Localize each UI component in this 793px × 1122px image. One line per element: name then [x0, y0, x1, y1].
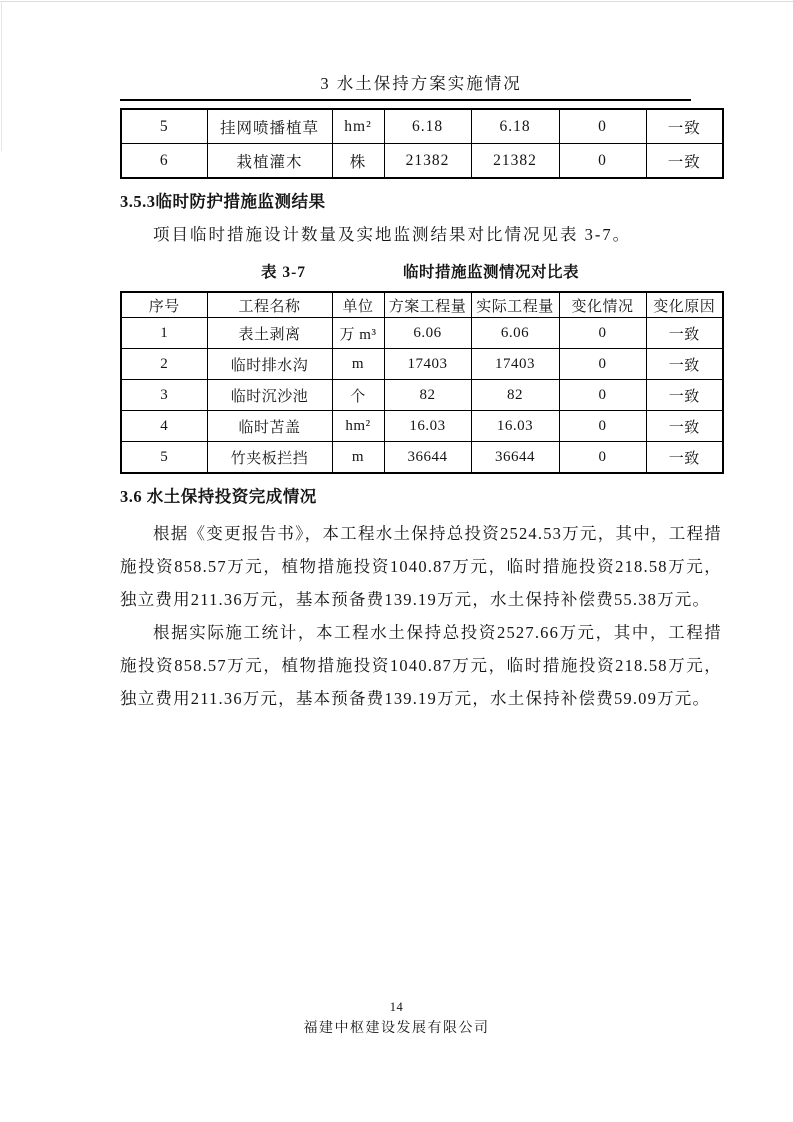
caption-title: 临时措施监测情况对比表 — [403, 264, 580, 281]
investment-paragraph-planned: 根据《变更报告书》，本工程水土保持总投资2524.53万元，其中，工程措施投资858.57万元，植物措施投资1040.87万元，临时措施投资218.58万元，独立费用211.36万元，基本预备费139.19万元，水土保持补偿费55.38万元。 — [120, 524, 722, 609]
header-cell: 变化情况 — [559, 292, 646, 318]
table-row — [121, 380, 723, 411]
header-cell: 变化原因 — [646, 292, 723, 318]
page-content — [120, 0, 722, 715]
table-cell: 3 — [121, 380, 207, 411]
header-cell: 方案工程量 — [384, 292, 471, 318]
intro-paragraph: 项目临时措施设计数量及实地监测结果对比情况见表 3-7。 — [153, 225, 632, 244]
table-cell: hm² — [332, 109, 384, 144]
table-cell: 栽植灌木 — [207, 144, 332, 179]
table-cell: 21382 — [471, 144, 559, 179]
table-cell: 临时沉沙池 — [207, 380, 332, 411]
header-rule — [120, 99, 691, 101]
table-row — [121, 109, 723, 144]
footer — [0, 1000, 793, 1037]
caption-label: 表 3-7 — [261, 264, 307, 281]
table-cell: 0 — [559, 380, 646, 411]
table-cell: 82 — [471, 380, 559, 411]
table-cell: 临时排水沟 — [207, 349, 332, 380]
table-cell: 5 — [121, 109, 207, 144]
table-cell: 一致 — [646, 380, 723, 411]
table-cell: 临时苫盖 — [207, 411, 332, 442]
table-cell: 0 — [559, 349, 646, 380]
table-cell: 表土剥离 — [207, 318, 332, 349]
table-cell: m — [332, 442, 384, 474]
table-cell: 一致 — [646, 349, 723, 380]
page-number: 14 — [389, 1000, 404, 1014]
table-cell: 一致 — [646, 144, 723, 179]
table-cell: 个 — [332, 380, 384, 411]
header-cell: 实际工程量 — [471, 292, 559, 318]
table-row — [121, 442, 723, 474]
table-cell: 21382 — [384, 144, 471, 179]
table-cell: 36644 — [471, 442, 559, 474]
table-cell: m — [332, 349, 384, 380]
table-cell: 一致 — [646, 442, 723, 474]
table-cell: 一致 — [646, 318, 723, 349]
header-cell: 单位 — [332, 292, 384, 318]
table-cell: 一致 — [646, 411, 723, 442]
table-cell: 6.06 — [471, 318, 559, 349]
company-name: 福建中枢建设发展有限公司 — [303, 1021, 490, 1036]
table-cell: 6.06 — [384, 318, 471, 349]
monitoring-comparison-table — [120, 291, 724, 474]
scan-edge-left — [1, 1, 2, 151]
table-cell: 0 — [559, 442, 646, 474]
continuation-table — [120, 108, 724, 179]
table-cell: 0 — [559, 144, 646, 179]
table-cell: 万 m³ — [332, 318, 384, 349]
table-cell: 挂网喷播植草 — [207, 109, 332, 144]
table-cell: 2 — [121, 349, 207, 380]
table-row — [121, 144, 723, 179]
table-cell: 1 — [121, 318, 207, 349]
table-cell: 6 — [121, 144, 207, 179]
header-cell: 工程名称 — [207, 292, 332, 318]
table-row — [121, 411, 723, 442]
section-heading-3-6: 3.6 水土保持投资完成情况 — [120, 487, 317, 506]
table-row — [121, 349, 723, 380]
table-cell: 5 — [121, 442, 207, 474]
table-cell: 竹夹板拦挡 — [207, 442, 332, 474]
table-cell: 17403 — [471, 349, 559, 380]
table-cell: 株 — [332, 144, 384, 179]
table-header-row — [121, 292, 723, 318]
table-cell: 6.18 — [384, 109, 471, 144]
table-cell: 16.03 — [471, 411, 559, 442]
table-cell: 0 — [559, 318, 646, 349]
section-heading-3-5-3: 3.5.3临时防护措施监测结果 — [120, 192, 326, 211]
table-cell: 17403 — [384, 349, 471, 380]
investment-paragraph-actual: 根据实际施工统计，本工程水土保持总投资2527.66万元，其中，工程措施投资858.57万元，植物措施投资1040.87万元，临时措施投资218.58万元，独立费用211.36万元，基本预备费139.19万元，水土保持补偿费59.09万元。 — [120, 623, 722, 708]
table-cell: 16.03 — [384, 411, 471, 442]
page-header-title: 3 水土保持方案实施情况 — [320, 74, 522, 93]
table-caption — [120, 260, 722, 282]
table-row — [121, 318, 723, 349]
table-cell: 0 — [559, 109, 646, 144]
table-cell: 0 — [559, 411, 646, 442]
table-cell: hm² — [332, 411, 384, 442]
header-cell: 序号 — [121, 292, 207, 318]
table-cell: 4 — [121, 411, 207, 442]
table-cell: 36644 — [384, 442, 471, 474]
table-cell: 82 — [384, 380, 471, 411]
table-cell: 6.18 — [471, 109, 559, 144]
table-cell: 一致 — [646, 109, 723, 144]
